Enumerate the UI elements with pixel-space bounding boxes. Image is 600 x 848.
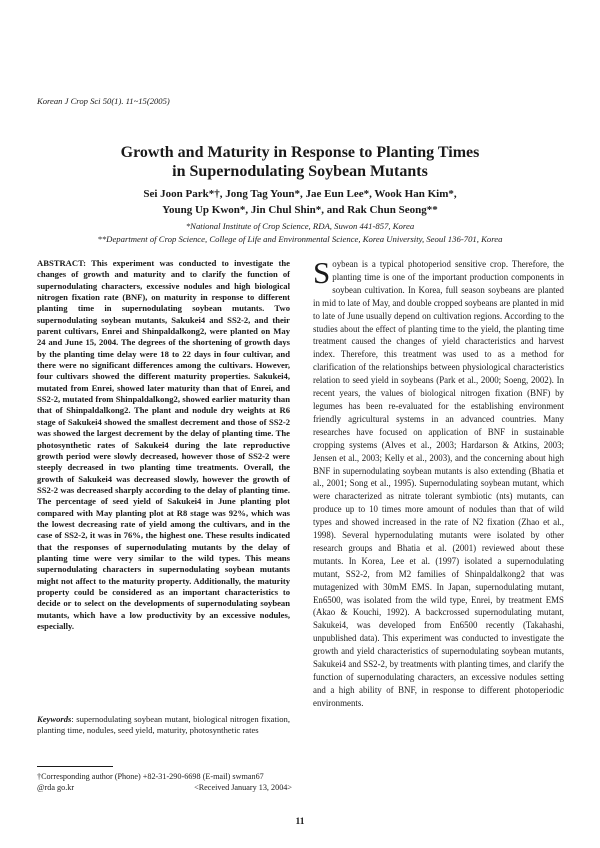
corresponding-author-footnote: [37, 771, 292, 793]
authors-line-2: Young Up Kwon*, Jin Chul Shin*, and Rak Chun Seong**: [162, 204, 438, 216]
footnote-divider: [37, 766, 113, 767]
introduction-body: oybean is a typical photoperiod sensitive crop. Therefore, the planting time is one of the important production components in soybean cultivation. In Korea, full season soybeans are planted in mid to late of May, and double cropped soybeans are planted in mid to late of June usually depend on cultivation regions. According to the studies about the effect of planting time to the yield, the planting time treatment caused the changes of yield characteristics and harvest index. Therefore, this treatment was used to as a method for clarification of the relationships between physiological characteristics relation to seed yield in soybeans (Park et al., 2000; Soeng, 2002). In recent years, the values of biological nitrogen fixation (BNF) by legumes has been re-evaluated for the establishing environment friendly agricultural systems in an advanced countries. Many researches have focused on application of BNF in sustainable cropping systems (Alves et al., 2003; Hardarson & Atkins, 2003; Jensen et al., 2003; Kelly et al., 2003), and the concerning about high BNF in supernodulating soybean mutants is also extending (Bhatia et al., 2001; Song et al., 1995). Supernodulating soybean mutant, which were characterized as nitrate tolerant symbiotic (nts) mutants, can produce up to 10 times more amount of nodules than that of wild types and showed increased in the rate of N2 fixation (Zhao et al., 1998). Several hypernodulating mutants were isolated by other research groups and Bhatia et al. (2001) reviewed about these mutants. In Korea, Lee et al. (1997) isolated a supernodulating mutant, SS2-2, from M2 families of Shinpaldalkong2 that was mutagenized with 30mM EMS. In Japan, supernodulating mutant, En6500, was isolated from the wild type, Enrei, by treatment EMS (Akao & Kouchi, 1992). A backcrossed supernodulating mutant, Sakukei4, was developed from En6500 recently (Takahashi, unpublished data). This experiment was conducted to investigate the growth and yield characteristics of supernodulating soybean mutants, Sakukei4 and SS2-2, by treatments with planting times, and clarify the function of supernodulating characters, an excessive nodules setting and a high ability of BNF, in response to different photoperiodic environments.: [313, 259, 564, 708]
keywords-text: : supernodulating soybean mutant, biological nitrogen fixation, planting time, nodules, seed yield, maturity, photosynthetic rates: [37, 714, 290, 736]
title-line-2: in Supernodulating Soybean Mutants: [172, 163, 428, 180]
paper-title: [40, 143, 560, 181]
introduction-text: [313, 255, 564, 710]
footnote-line-1: †Corresponding author (Phone) +82-31-290-6698 (E-mail) swman67: [37, 772, 264, 781]
authors-line-1: Sei Joon Park*†, Jong Tag Youn*, Jae Eun Lee*, Wook Han Kim*,: [143, 188, 457, 200]
received-date: <Received January 13, 2004>: [194, 783, 292, 792]
keywords: [37, 714, 290, 737]
affiliations: [40, 220, 560, 246]
author-list: [40, 186, 560, 218]
abstract: [37, 258, 290, 632]
footnote-line-2: [37, 782, 292, 793]
page-number: 11: [295, 817, 305, 827]
abstract-text: : This experiment was conducted to investigate the changes of growth and maturity and to clarify the function of supernodulating characters, excessive nodules and high biological nitrogen fixation rate (BNF), on maturity in response to different planting time in supernodulating soybean mutants. Two supernodulating soybean mutants, Sakukei4 and SS2-2, and their parent cultivars, Enrei and Shinpaldalkong2, were planted on May 24 and June 15, 2004. The degrees of the shortening of growth days by the planting time delay were 18 to 22 days in four cultivar, and there were no significant differences among the cultivars. However, four cultivars showed the different maturity properties. Sakukei4, mutated from Enrei, showed later maturity than that of Enrei, and SS2-2, mutated from Shinpaldalkong2, showed earlier maturity than that of Shinpaldalkong2. The plant and nodule dry weights at R6 stage of Sakukei4 showed the smallest decrement and those of SS2-2 was showed the largest decrement by the delay of planting time. The photosynthetic rates of Sakukei4 during the late reproductive growth period were slowly decreased, however those of SS2-2 were steeply decreased in two planting time treatments. Overall, the growth of Sakukei4 was decreased slowly, however the growth of SS2-2 was decreased sharply according to the delay of planting time. The percentage of seed yield of Sakukei4 in June planting plot compared with May planting plot at R8 stage was 92%, which was the lowest decreasing rate of yield among the cultivars, and in the case of SS2-2, it was in 76%, the highest one. These results indicated that the responses of supernodulating mutants by the delay of planting time were very similar to the wild types. This means supernodulating characters in supernodulating soybean mutants might not affect to the maturity property. Additionally, the maturity property could be considered as an important characteristics to decide or to select on the developments of supernodulating soybean mutants, which have a low productivity by an excessive nodules, especially.: [37, 258, 290, 631]
title-line-1: Growth and Maturity in Response to Planting Times: [120, 144, 480, 161]
affiliation-2: **Department of Crop Science, College of Life and Environmental Science, Korea University, Seoul 136-701, Korea: [97, 234, 503, 244]
journal-citation: Korean J Crop Sci 50(1). 11~15(2005): [37, 96, 170, 106]
drop-cap: S: [313, 255, 331, 290]
footnote-email-domain: @rda go.kr: [37, 783, 75, 792]
keywords-label: Keywords: [37, 714, 72, 724]
abstract-label: ABSTRACT: [37, 258, 84, 268]
affiliation-1: *National Institute of Crop Science, RDA, Suwon 441-857, Korea: [185, 221, 415, 231]
